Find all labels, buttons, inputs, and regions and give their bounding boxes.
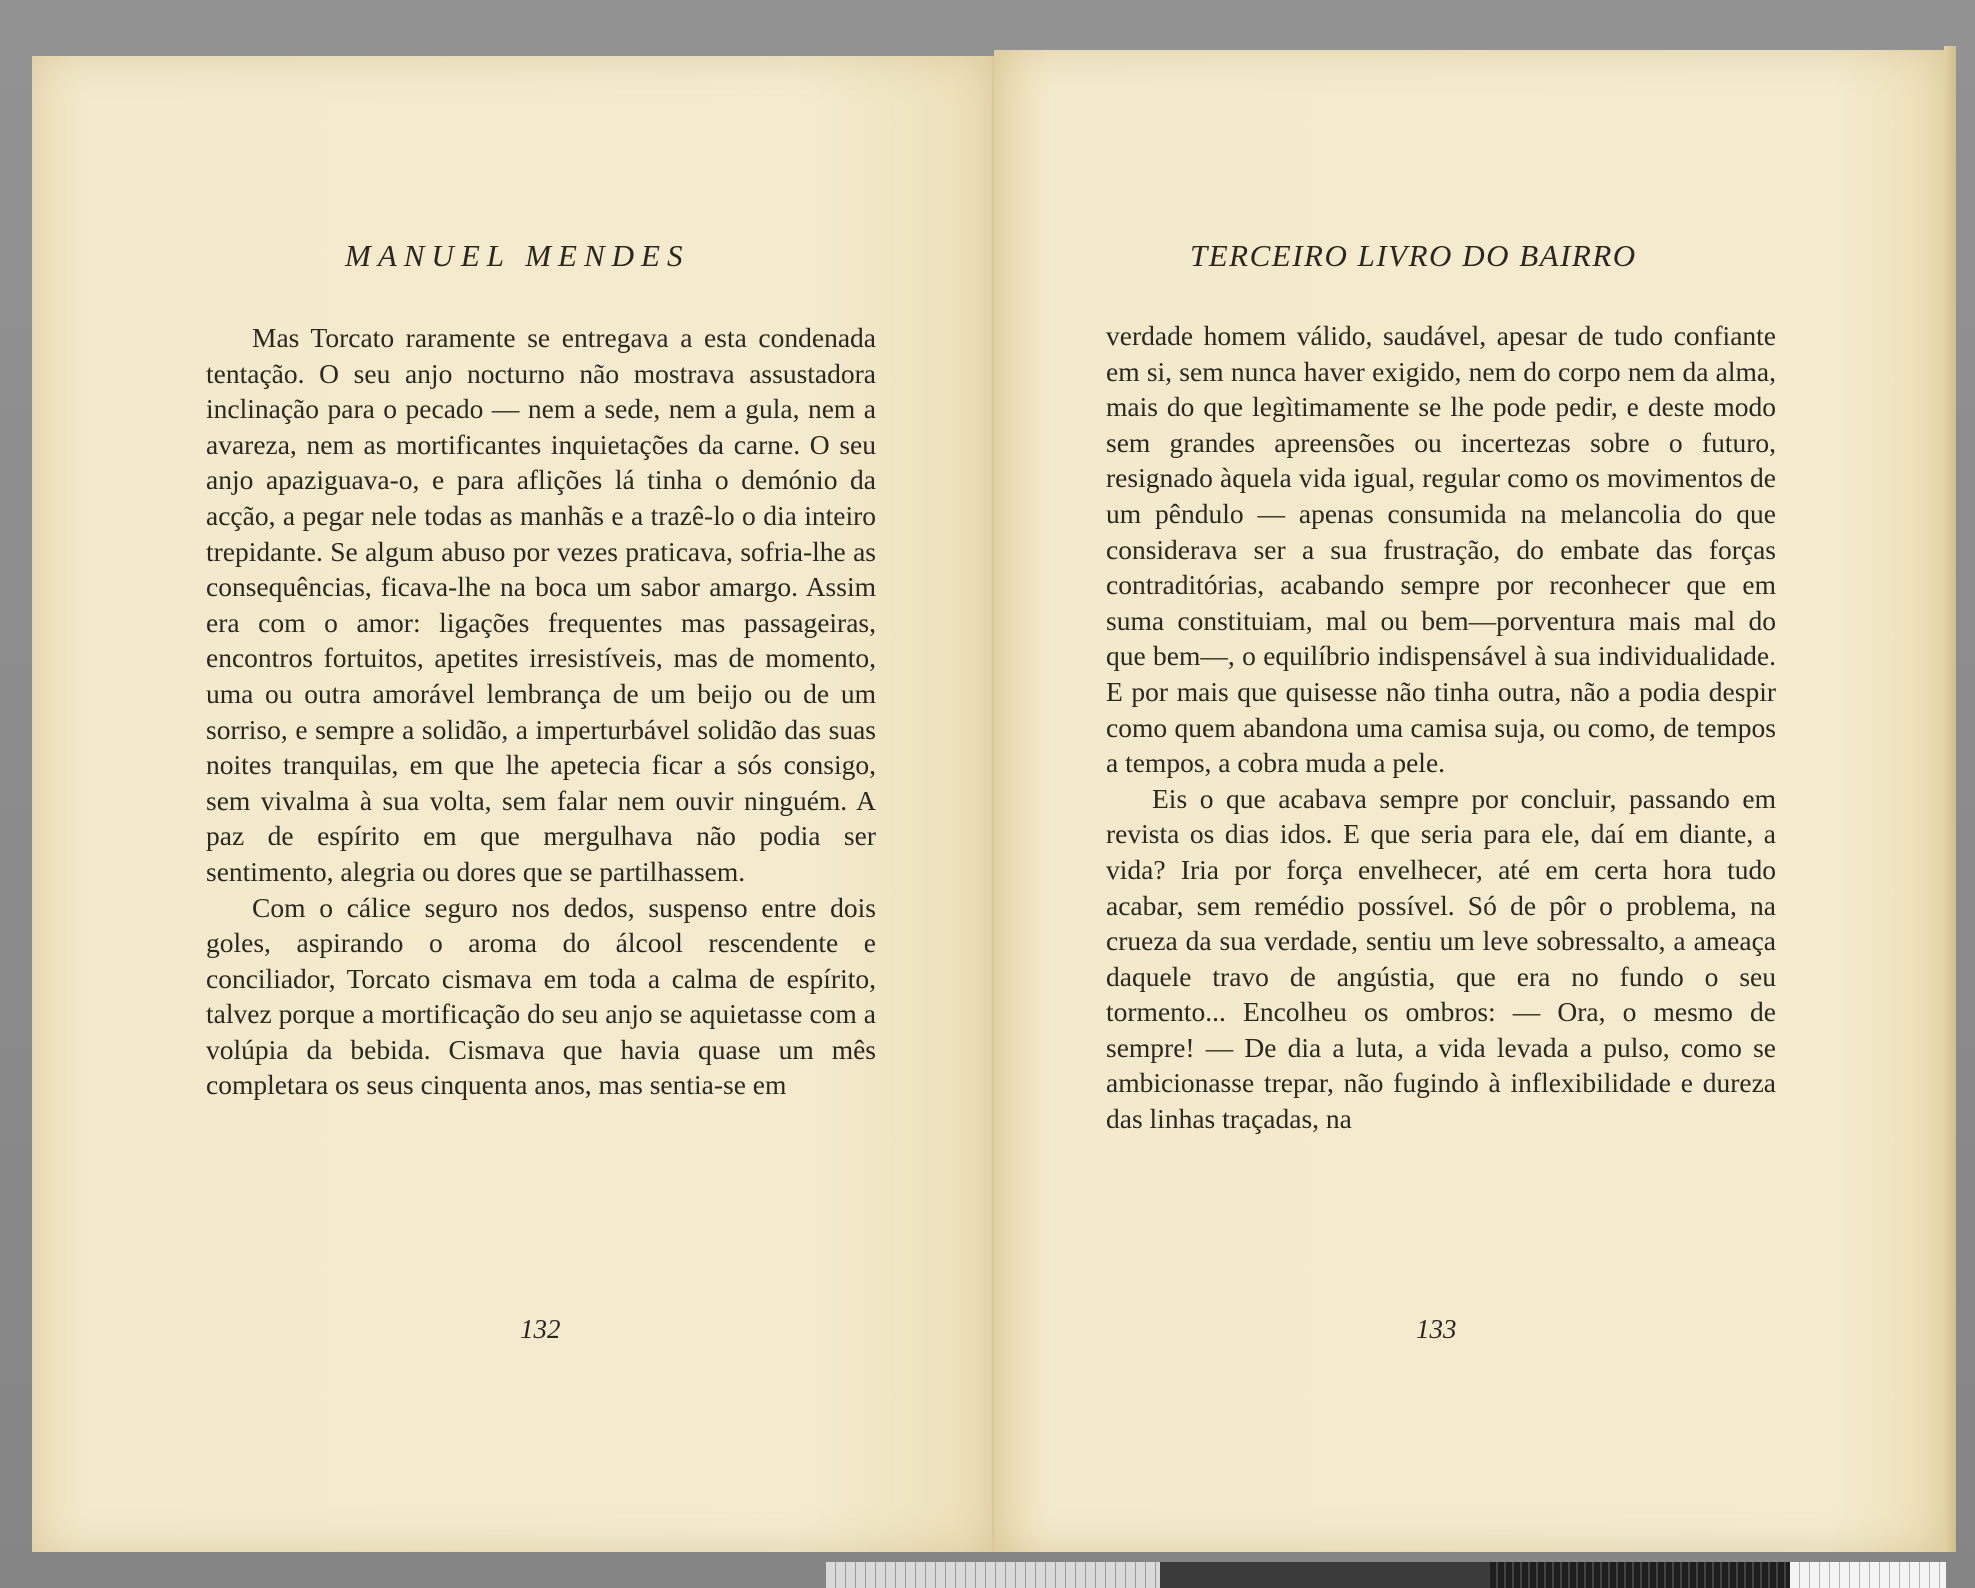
right-paragraph-2: Eis o que acabava sempre por concluir, passando em revista os dias idos. E que seria para ele, daí em diante, a vida? Iria por força envelhecer, até em certa hora tudo acabar, sem remédio possível. Só de pôr o problema, na crueza da sua verdade, sentiu um leve sobressalto, a ameaça daquele travo de angústia, que era no fundo o seu tormento... Encolheu os ombros: — Ora, o mesmo de sempre! — De dia a luta, a vida levada a pulso, como se ambicionasse trepar, não fugindo à inflexibilidade e dureza das linhas traçadas, na bbox=[1106, 782, 1776, 1135]
left-paragraph-1: Mas Torcato raramente se entregava a esta condenada tentação. O seu anjo nocturno não mostrava assustadora inclinação para o pecado — nem a sede, nem a gula, nem a avareza, nem as mortificantes inquietações da carne. O seu anjo apaziguava-o, e para aflições lá tinha o demónio da acção, a pegar nele todas as manhãs e a trazê-lo o dia inteiro trepidante. Se algum abuso por vezes praticava, sofria-lhe as consequências, ficava-lhe na boca um sabor amargo. Assim era com o amor: ligações frequentes mas passageiras, encontros fortuitos, apetites irresistíveis, mas de momento, uma ou outra amorável lembrança de um beijo ou de um sorriso, e sempre a solidão, a imperturbável solidão das suas noites tranquilas, em que lhe apetecia ficar a sós consigo, sem vivalma à sua volta, sem falar nem ouvir ninguém. A paz de espírito em que mergulhava não podia ser sentimento, alegria ou dores que se partilhassem. bbox=[206, 322, 876, 887]
left-page-text bbox=[206, 320, 876, 1103]
left-page-number: 132 bbox=[520, 1314, 561, 1344]
right-page-number: 133 bbox=[1416, 1314, 1457, 1344]
color-bar-black bbox=[1490, 1562, 1790, 1588]
scale-ruler-end bbox=[1790, 1562, 1946, 1588]
right-running-head: TERCEIRO LIVRO DO BAIRRO bbox=[1190, 238, 1637, 273]
color-bar-dark bbox=[1160, 1562, 1490, 1588]
left-running-head: MANUEL MENDES bbox=[345, 238, 690, 273]
page-edge bbox=[1944, 46, 1956, 1552]
right-page-text bbox=[1106, 318, 1776, 1137]
right-paragraph-1: verdade homem válido, saudável, apesar de tudo confiante em si, sem nunca haver exigido, nem do corpo nem da alma, mais do que legìtimamente se lhe pode pedir, e deste modo sem grandes apreensões ou incertezas sobre o futuro, resignado àquela vida igual, regular como os movimentos de um pêndulo — apenas consumida na melancolia do que considerava ser a sua frustração, do embate das forças contraditórias, acabando sempre por reconhecer que em suma constituiam, mal ou bem—porventura mais mal do que bem—, o equilíbrio indispensável à sua individualidade. E por mais que quisesse não tinha outra, não a podia despir como quem abandona uma camisa suja, ou como, de tempos a tempos, a cobra muda a pele. bbox=[1106, 320, 1776, 779]
left-paragraph-2: Com o cálice seguro nos dedos, suspenso entre dois goles, aspirando o aroma do álcool rescendente e conciliador, Torcato cismava em toda a calma de espírito, talvez porque a mortificação do seu anjo se aquietasse com a volúpia da bebida. Cismava que havia quase um mês completara os seus cinquenta anos, mas sentia-se em bbox=[206, 891, 876, 1101]
